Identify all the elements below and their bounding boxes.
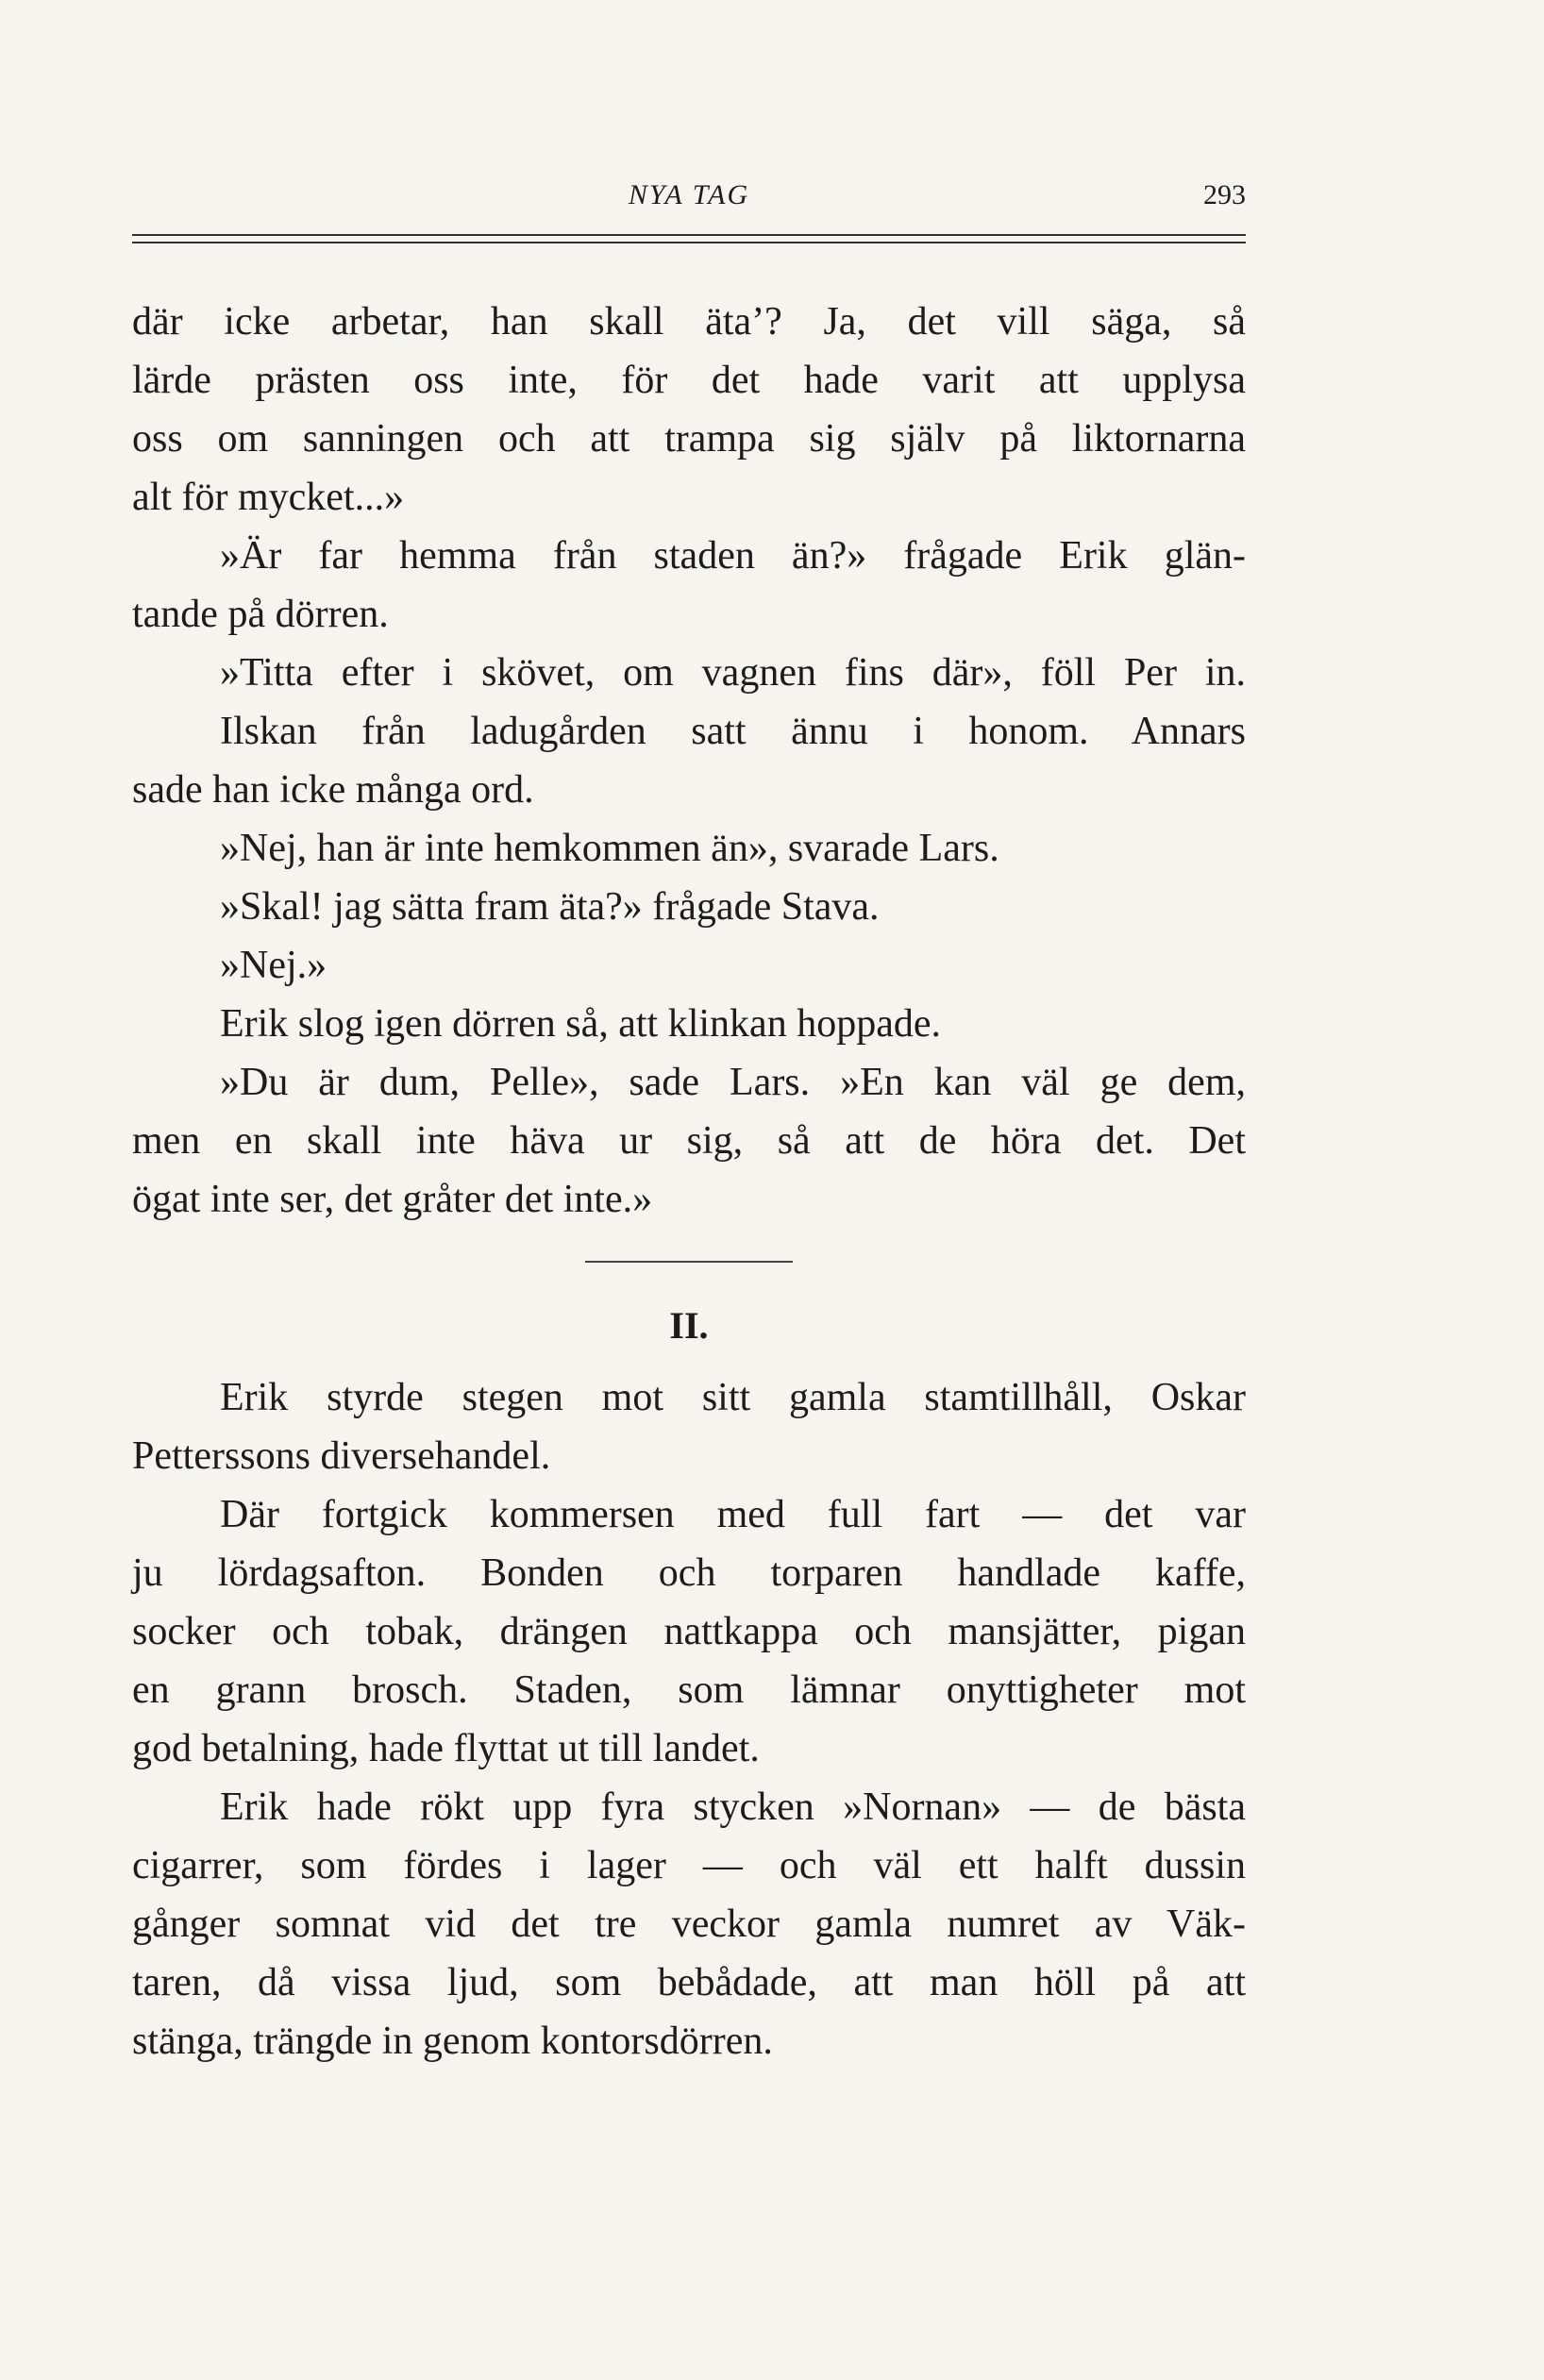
page-header: [132, 179, 1246, 226]
text-line: cigarrer, som fördes i lager — och väl ett halft dussin: [132, 1844, 1246, 1887]
text-line: god betalning, hade flyttat ut till landet.: [132, 1727, 760, 1770]
text-line: Erik styrde stegen mot sitt gamla stamtillhåll, Oskar: [220, 1376, 1246, 1419]
header-rule: [132, 234, 1246, 243]
text-line: lärde prästen oss inte, för det hade varit att upplysa: [132, 359, 1246, 402]
text-line: oss om sanningen och att trampa sig själv på liktornarna: [132, 417, 1246, 461]
text-part-1: [132, 293, 1246, 1229]
text-line: stänga, trängde in genom kontorsdörren.: [132, 2020, 773, 2063]
text-line: »Titta efter i skövet, om vagnen fins där», föll Per in.: [220, 651, 1246, 695]
text-part-2: [132, 1368, 1246, 2070]
section-heading: II.: [669, 1304, 709, 1347]
text-line: tande på dörren.: [132, 593, 389, 636]
section-divider: [132, 1229, 1246, 1278]
text-line: men en skall inte häva ur sig, så att de höra det. Det: [132, 1119, 1246, 1163]
text-line: sade han icke många ord.: [132, 768, 534, 812]
text-line: »Skal! jag sätta fram äta?» frågade Stava.: [220, 885, 880, 929]
text-line: »Du är dum, Pelle», sade Lars. »En kan väl ge dem,: [220, 1061, 1246, 1104]
text-line: socker och tobak, drängen nattkappa och mansjätter, pigan: [132, 1610, 1246, 1653]
text-line: Ilskan från ladugården satt ännu i honom. Annars: [220, 710, 1246, 753]
text-line: en grann brosch. Staden, som lämnar onyttigheter mot: [132, 1668, 1246, 1712]
text-line: taren, då vissa ljud, som bebådade, att man höll på att: [132, 1961, 1246, 2004]
text-line: Erik slog igen dörren så, att klinkan hoppade.: [220, 1002, 941, 1046]
text-line: alt för mycket...»: [132, 476, 405, 519]
text-line: Petterssons diversehandel.: [132, 1434, 551, 1478]
text-line: där icke arbetar, han skall äta’? Ja, det vill säga, så: [132, 300, 1246, 344]
text-line: Där fortgick kommersen med full fart — det var: [220, 1493, 1246, 1536]
text-line: Erik hade rökt upp fyra stycken »Nornan» — de bästa: [220, 1785, 1246, 1829]
text-line: »Nej.»: [220, 944, 327, 987]
text-line: »Nej, han är inte hemkommen än», svarade Lars.: [220, 827, 999, 870]
text-line: »Är far hemma från staden än?» frågade Erik glän-: [220, 534, 1246, 578]
page-number: 293: [1203, 179, 1246, 210]
text-line: gånger somnat vid det tre veckor gamla numret av Väk-: [132, 1902, 1246, 1946]
text-line: ju lördagsafton. Bonden och torparen handlade kaffe,: [132, 1551, 1246, 1595]
body-text: [132, 293, 1246, 2070]
running-title: NYA TAG: [628, 179, 750, 210]
text-line: ögat inte ser, det gråter det inte.»: [132, 1178, 653, 1221]
